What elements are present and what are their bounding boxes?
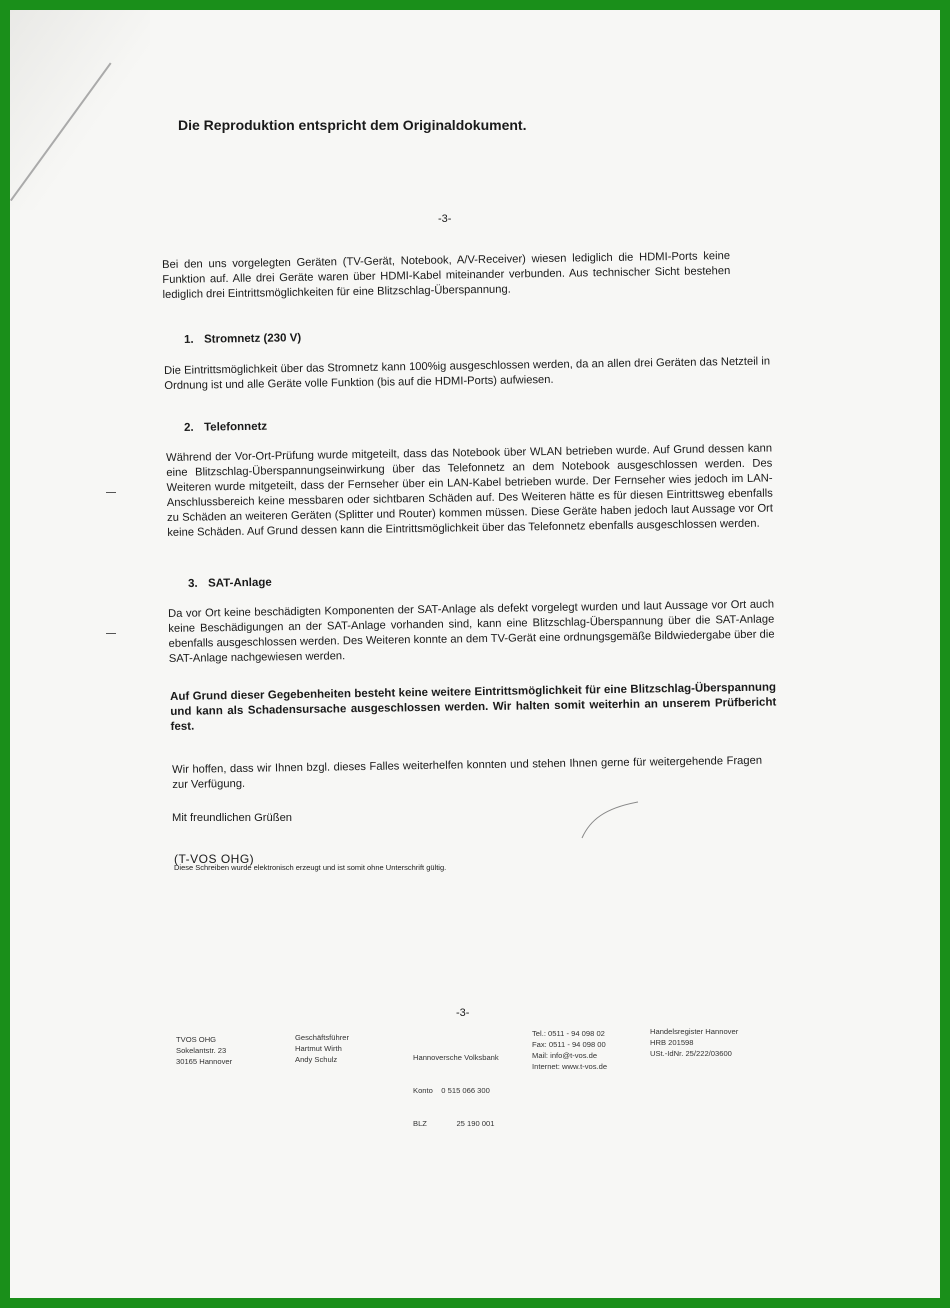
section-heading-1 [184,332,301,346]
page-fold-shadow [10,10,150,210]
footer-line: USt.-IdNr. 25/222/03600 [650,1049,732,1058]
footer-line: Sokelantstr. 23 [176,1046,227,1055]
footer-line: HRB 201598 [650,1038,694,1047]
footer-line: Tel.: 0511 - 94 098 02 [532,1029,605,1038]
footer-company [176,1034,232,1067]
footer-contact [532,1028,607,1072]
signature-note: Diese Schreiben wurde elektronisch erzeugt und ist somit ohne Unterschrift gültig. [174,863,447,872]
conclusion-paragraph: Auf Grund dieser Gegebenheiten besteht keine weitere Eintrittsmöglichkeit für eine Blitzschlag-Überspannung und kann als Schadensursache ausgeschlossen werden. Wir halten somit weiterhin an unserem Prüfbericht fest. [170,681,777,733]
reproduction-note: Die Reproduktion entspricht dem Originaldokument. [178,117,527,133]
footer-management [295,1032,349,1065]
footer-line: Fax: 0511 - 94 098 00 [532,1040,606,1049]
section-number: 1. [184,333,194,346]
section-title: SAT-Anlage [207,576,272,590]
section-title: Stromnetz (230 V) [203,332,302,346]
margin-mark [106,633,116,634]
footer-line: Mail: info@t-vos.de [532,1051,598,1060]
footer-line: Andy Schulz [295,1055,338,1064]
section-number: 3. [188,577,198,590]
footer-line: Konto 0 515 066 300 [413,1086,490,1095]
footer-line: Internet: www.t-vos.de [532,1062,608,1071]
page-number-top: -3- [438,213,452,225]
section-heading-3 [188,577,272,590]
page-number-bottom: -3- [456,1007,470,1019]
footer-bank [413,1030,499,1151]
margin-mark [106,492,116,493]
section-heading-2 [184,421,267,434]
section-text-1: Die Eintrittsmöglichkeit über das Stromnetz kann 100%ig ausgeschlossen werden, da an allen drei Geräten das Netzteil in Ordnung ist und alle Geräte volle Funktion (bis auf die HDMI-Ports) aufwiesen. [164,355,771,392]
section-title: Telefonnetz [203,420,268,434]
footer-line: Geschäftsführer [295,1033,350,1042]
footer-register [650,1026,738,1059]
document-page [10,10,940,1298]
footer-line: 30165 Hannover [176,1057,233,1066]
section-text-3: Da vor Ort keine beschädigten Komponenten der SAT-Anlage als defekt vorgelegt wurden und laut Aussage vor Ort auch keine Beschädigungen an der SAT-Anlage vorhanden sind, kann eine Blitzschlag-Überspannung über die SAT-Anlage ebenfalls ausgeschlossen werden. Des Weiteren konnte an dem TV-Gerät eine ordnungsgemäße Bildwiedergabe über die SAT-Anlage nachgewiesen werden. [168,598,775,665]
closing-paragraph: Wir hoffen, dass wir Ihnen bzgl. dieses Falles weiterhelfen konnten und stehen Ihnen gerne für weitergehende Fragen zur Verfügung. [172,754,763,791]
footer-line: TVOS OHG [176,1035,217,1044]
footer-line: BLZ 25 190 001 [413,1119,495,1128]
section-number: 2. [184,421,194,434]
footer-line: Hartmut Wirth [295,1044,342,1053]
signature-stroke [580,800,640,840]
intro-paragraph: Bei den uns vorgelegten Geräten (TV-Gerät, Notebook, A/V-Receiver) wiesen lediglich die HDMI-Ports keine Funktion auf. Alle drei Geräte waren über HDMI-Kabel miteinander verbunden. Aus technischer Sicht bestehen lediglich drei Eintrittsmöglichkeiten für eine Blitzschlag-Überspannung. [162,250,731,301]
section-text-2: Während der Vor-Ort-Prüfung wurde mitgeteilt, dass das Notebook über WLAN betrieben wurde. Auf Grund dessen kann eine Blitzschlag-Überspannungseinwirkung über das Telefonnetz an dem Notebook ausgeschlossen werden. Des Weiteren wurde mitgeteilt, dass der Fernseher über ein LAN-Kabel betrieben wurde. Der Fernseher wies jedoch im LAN-Anschlussbereich keine messbaren oder sichtbaren Schäden auf. Des Weiteren hätte es für diesen Eintrittsweg ebenfalls zu Schäden an weiteren Geräten (Splitter und Router) kommen müssen. Diese Geräte haben jedoch laut Aussage vor Ort keine Schäden. Auf Grund dessen kann die Eintrittsmöglichkeit über das Telefonnetz ebenfalls ausgeschlossen werden. [166,442,774,539]
greeting: Mit freundlichen Grüßen [172,812,293,824]
signature-company: (T-VOS OHG) [174,852,255,866]
footer-line: Handelsregister Hannover [650,1027,739,1036]
footer-line: Hannoversche Volksbank [413,1053,499,1062]
